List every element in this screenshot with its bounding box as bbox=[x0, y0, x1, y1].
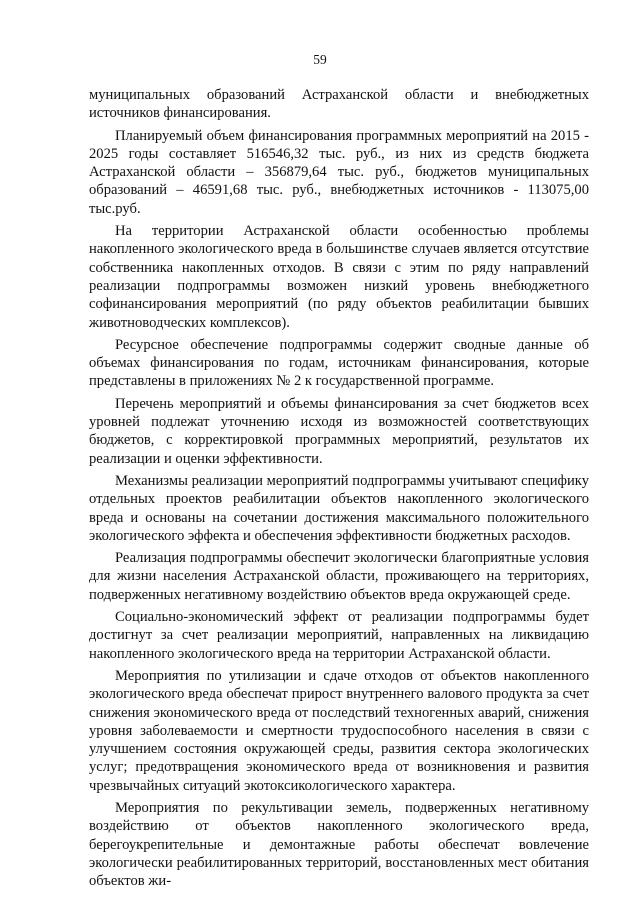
paragraph-waste-disposal: Мероприятия по утилизации и сдаче отходов от объектов накопленного экологического вреда обеспечат прирост внутреннего валового продукта за счет снижения экономического вреда от последствий техногенных аварий, снижения уровня заболеваемости и смертности трудоспособного населения в связи с улучшением состояния окружающей среды, развития сектора экологических услуг; предотвращения экономического вреда от возникновения и развития чрезвычайных ситуаций экотоксикологического характера. bbox=[89, 667, 589, 794]
paragraph-continuation: муниципальных образований Астраханской области и внебюджетных источников финансирования. bbox=[89, 87, 589, 122]
paragraph-socio-economic-effect: Социально-экономический эффект от реализации подпрограммы будет достигнут за счет реализации мероприятий, направленных на ликвидацию накопленного экологического вреда на территории Астраханской области. bbox=[89, 609, 589, 662]
paragraph-implementation-mechanisms: Механизмы реализации мероприятий подпрограммы учитывают специфику отдельных проектов реабилитации объектов накопленного экологического вреда и основаны на сочетании достижения максимального положительного экологического эффекта и обеспечения эффективности бюджетных расходов. bbox=[89, 472, 589, 544]
paragraph-funding-volume: Планируемый объем финансирования программных мероприятий на 2015 - 2025 годы составляет 516546,32 тыс. руб., из них из средств бюджета Астраханской области – 356879,64 тыс. руб., бюджетов муниципальных образований – 46591,68 тыс. руб., внебюджетных источников - 113075,00 тыс.руб. bbox=[89, 127, 589, 217]
page-number: 59 bbox=[313, 52, 327, 67]
paragraph-implementation-result: Реализация подпрограммы обеспечит экологически благоприятные условия для жизни населения Астраханской области, проживающего на территориях, подверженных негативному воздействию объектов вреда окружающей среде. bbox=[89, 550, 589, 603]
paragraph-resource-support: Ресурсное обеспечение подпрограммы содержит сводные данные об объемах финансирования по годам, источникам финансирования, которые представлены в приложениях № 2 к государственной программе. bbox=[89, 336, 589, 390]
paragraph-territory-problem: На территории Астраханской области особенностью проблемы накопленного экологического вреда в большинстве случаев является отсутствие собственника накопленных отходов. В связи с этим по ряду направлений реализации подпрограммы возможен низкий уровень внебюджетного софинансирования мероприятий (по ряду объектов реабилитации бывших животноводческих комплексов). bbox=[89, 223, 589, 331]
paragraph-measures-list: Перечень мероприятий и объемы финансирования за счет бюджетов всех уровней подлежат уточнению исходя из возможностей соответствующих бюджетов, с корректировкой программных мероприятий, результатов их реализации и оценки эффективности. bbox=[89, 395, 589, 467]
document-body bbox=[89, 86, 589, 894]
paragraph-land-reclamation: Мероприятия по рекультивации земель, подверженных негативному воздействию от объектов накопленного экологического вреда, берегоукрепительные и демонтажные работы обеспечат вовлечение экологически реабилитированных территорий, восстановленных мест обитания объектов жи- bbox=[89, 799, 589, 890]
